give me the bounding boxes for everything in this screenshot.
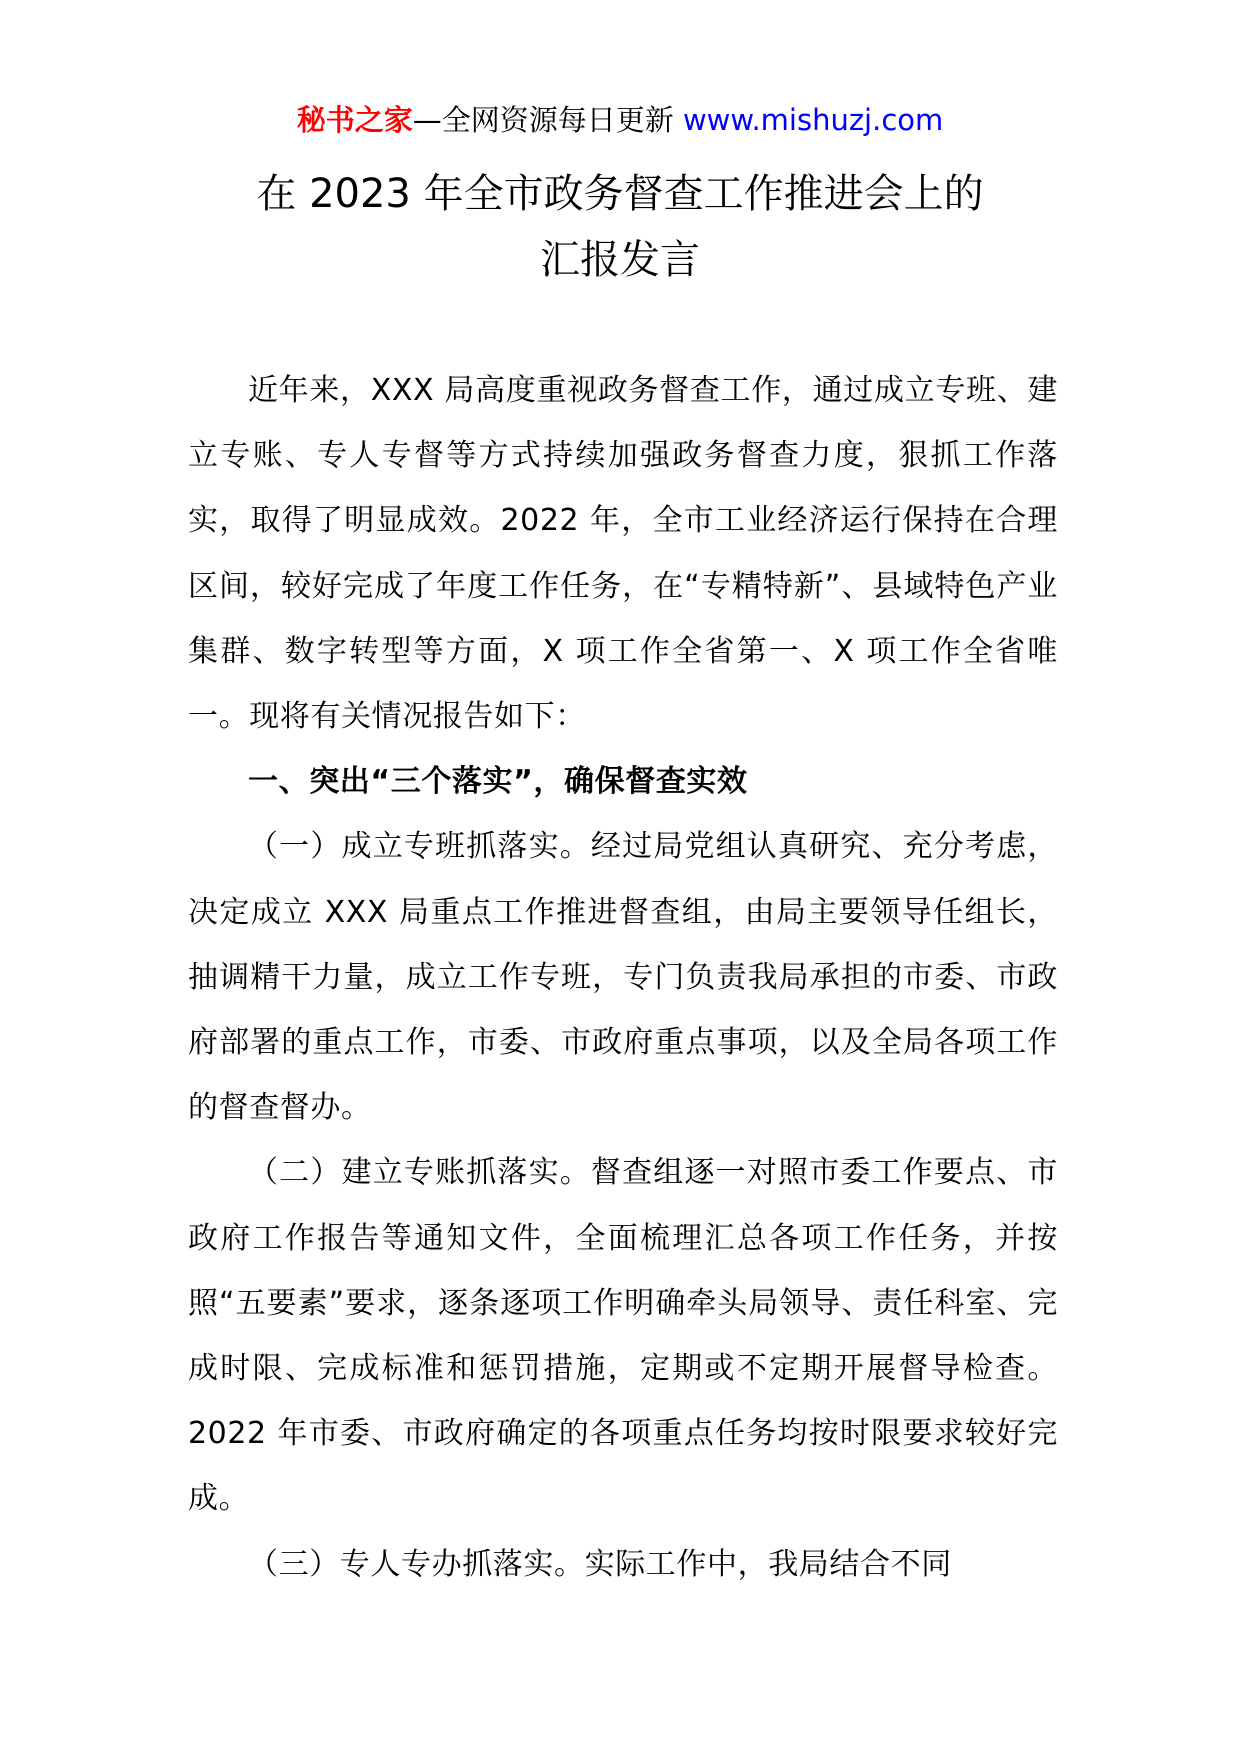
header-tagline: —全网资源每日更新	[412, 103, 674, 137]
document-body	[188, 358, 1058, 1597]
intro-paragraph: 近年来，XXX 局高度重视政务督查工作，通过成立专班、建立专账、专人专督等方式持续加强政务督查力度，狠抓工作落实，取得了明显成效。2022 年，全市工业经济运行保持在合理区间，较好完成了年度工作任务，在“专精特新”、县域特色产业集群、数字转型等方面，X 项工作全省第一、X 项工作全省唯一。现将有关情况报告如下：	[188, 373, 1058, 735]
document-title-line-1: 在 2023 年全市政务督查工作推进会上的	[256, 171, 984, 217]
item-paragraph-3: （三）专人专办抓落实。实际工作中，我局结合不同	[248, 1546, 952, 1582]
document-title-line-2: 汇报发言	[540, 237, 700, 283]
header-url-link[interactable]: www.mishuzj.com	[682, 103, 944, 137]
header-brand: 秘书之家	[296, 103, 413, 137]
item-paragraph-1: （一）成立专班抓落实。经过局党组认真研究、充分考虑，决定成立 XXX 局重点工作推进督查组，由局主要领导任组长，抽调精干力量，成立工作专班，专门负责我局承担的市委、市政府部署的重点工作，市委、市政府重点事项，以及全局各项工作的督查督办。	[188, 829, 1058, 1126]
item-paragraph-2: （二）建立专账抓落实。督查组逐一对照市委工作要点、市政府工作报告等通知文件，全面梳理汇总各项工作任务，并按照“五要素”要求，逐条逐项工作明确牵头局领导、责任科室、完成时限、完成标准和惩罚措施，定期或不定期开展督导检查。2022 年市委、市政府确定的各项重点任务均按时限要求较好完成。	[188, 1155, 1058, 1517]
site-header	[0, 100, 1240, 140]
section-heading-1: 一、突出“三个落实”，确保督查实效	[248, 764, 748, 800]
